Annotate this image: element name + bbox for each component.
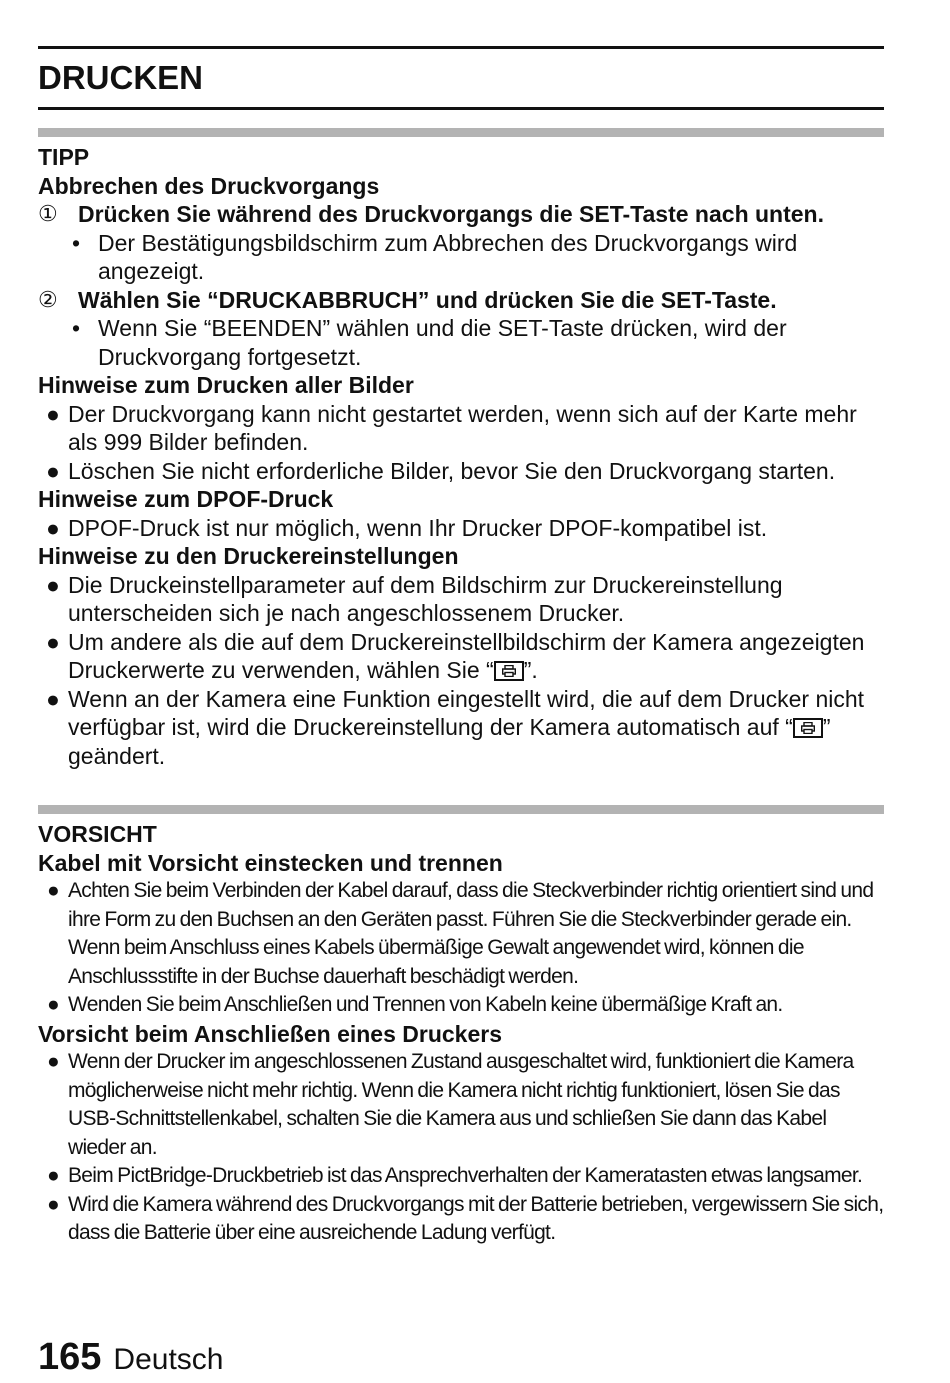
bullet-dot: ●	[47, 1050, 59, 1073]
bullet-dot: •	[72, 315, 81, 341]
list-item	[38, 1162, 884, 1191]
settings-heading: Hinweise zu den Druckereinstellungen	[38, 543, 459, 569]
bullet-dot: •	[72, 229, 81, 256]
bullet-dot: ●	[46, 400, 60, 427]
bullet-dot: ●	[47, 993, 59, 1016]
list-item	[38, 1191, 884, 1248]
page-title: DRUCKEN	[38, 59, 203, 96]
step-number: ①	[38, 201, 58, 226]
step-1	[38, 200, 884, 229]
page-footer	[38, 1336, 223, 1379]
page-number: 165	[38, 1336, 102, 1378]
list-item-text-part: ”.	[523, 657, 538, 683]
bullet-dot: ●	[46, 685, 60, 712]
bullet-dot: ●	[46, 457, 60, 484]
step-text: Wählen Sie “DRUCKABBRUCH” und drücken Sie die SET-Taste.	[78, 286, 777, 313]
list-item	[38, 514, 884, 543]
printer-icon	[494, 661, 524, 681]
vorsicht-label: VORSICHT	[38, 821, 157, 847]
bullet-dot: ●	[46, 628, 60, 655]
step-1-note	[38, 229, 884, 286]
list-item-text: Löschen Sie nicht erforderliche Bilder, bevor Sie den Druckvorgang starten.	[68, 457, 836, 484]
list-item	[38, 685, 884, 771]
list-item	[38, 991, 884, 1020]
list-item-text: Der Druckvorgang kann nicht gestartet werden, wenn sich auf der Karte mehr als 999 Bilder befinden.	[68, 400, 857, 455]
step-note-text: Der Bestätigungsbildschirm zum Abbrechen des Druckvorgangs wird angezeigt.	[98, 229, 798, 284]
title-bottom-rule	[38, 107, 884, 110]
list-item-text	[68, 628, 884, 685]
cable-heading: Kabel mit Vorsicht einstecken und trennen	[38, 849, 503, 876]
step-2-note	[38, 314, 884, 371]
bullet-dot: ●	[47, 1192, 59, 1216]
bullet-dot: ●	[46, 571, 60, 598]
list-item-text-part: Wenn an der Kamera eine Funktion eingestellt wird, die auf dem Drucker nicht verfügbar ist, wird die Druckereinstellung der Kamera automatisch auf “	[68, 685, 865, 740]
list-item	[38, 400, 884, 457]
list-item	[38, 571, 884, 628]
list-item-text-part: ” geändert.	[68, 714, 831, 769]
footer-language: Deutsch	[113, 1343, 224, 1376]
manual-page	[38, 46, 884, 1248]
printer-heading: Vorsicht beim Anschließen eines Druckers	[38, 1020, 502, 1047]
list-item-text	[68, 685, 884, 771]
list-item-text: Wenden Sie beim Anschließen und Trennen von Kabeln keine übermäßige Kraft an.	[68, 993, 783, 1016]
dpof-heading: Hinweise zum DPOF-Druck	[38, 486, 334, 512]
cancel-heading: Abbrechen des Druckvorgangs	[38, 172, 380, 199]
list-item-text-part: Um andere als die auf dem Druckereinstellbildschirm der Kamera angezeigten Druckerwerte zu verwenden, wählen Sie “	[68, 628, 865, 683]
vorsicht-divider	[38, 805, 884, 814]
list-item-text: Beim PictBridge-Druckbetrieb ist das Ansprechverhalten der Kameratasten etwas langsamer.	[68, 1164, 863, 1187]
bullet-dot: ●	[46, 514, 60, 541]
step-text: Drücken Sie während des Druckvorgangs die SET-Taste nach unten.	[78, 201, 824, 227]
printer-icon	[793, 718, 823, 738]
list-item-text: Achten Sie beim Verbinden der Kabel darauf, dass die Steckverbinder richtig orientiert sind und ihre Form zu den Buchsen an den Geräten passt. Führen Sie die Steckverbinder gerade ein. Wenn beim Anschluss eines Kabels übermäßige Gewalt angewendet wird, können die Anschlussstifte in der Buchse dauerhaft beschädigt werden.	[68, 879, 874, 988]
bullet-dot: ●	[47, 879, 59, 902]
bullet-dot: ●	[47, 1164, 59, 1187]
tipp-label: TIPP	[38, 144, 90, 170]
list-item-text: Wird die Kamera während des Druckvorgangs mit der Batterie betrieben, vergewissern Sie sich, dass die Batterie über eine ausreichende Ladung verfügt.	[68, 1192, 884, 1244]
list-item	[38, 877, 884, 991]
step-note-text: Wenn Sie “BEENDEN” wählen und die SET-Taste drücken, wird der Druckvorgang fortgesetzt.	[98, 315, 787, 370]
list-item	[38, 457, 884, 486]
list-item-text: Wenn der Drucker im angeschlossenen Zustand ausgeschaltet wird, funktioniert die Kamera möglicherweise nicht mehr richtig. Wenn die Kamera nicht richtig funktioniert, lösen Sie das USB-Schnittstellenkabel, schalten Sie die Kamera aus und schließen Sie dann das Kabel wieder an.	[68, 1050, 854, 1159]
step-2	[38, 286, 884, 315]
list-item-text: DPOF-Druck ist nur möglich, wenn Ihr Drucker DPOF-kompatibel ist.	[68, 514, 768, 541]
all-images-heading: Hinweise zum Drucken aller Bilder	[38, 372, 414, 398]
list-item	[38, 1048, 884, 1162]
tipp-divider	[38, 128, 884, 137]
list-item	[38, 628, 884, 685]
step-number: ②	[38, 286, 58, 312]
list-item-text: Die Druckeinstellparameter auf dem Bildschirm zur Druckereinstellung unterscheiden sich je nach angeschlossenem Drucker.	[68, 571, 783, 626]
